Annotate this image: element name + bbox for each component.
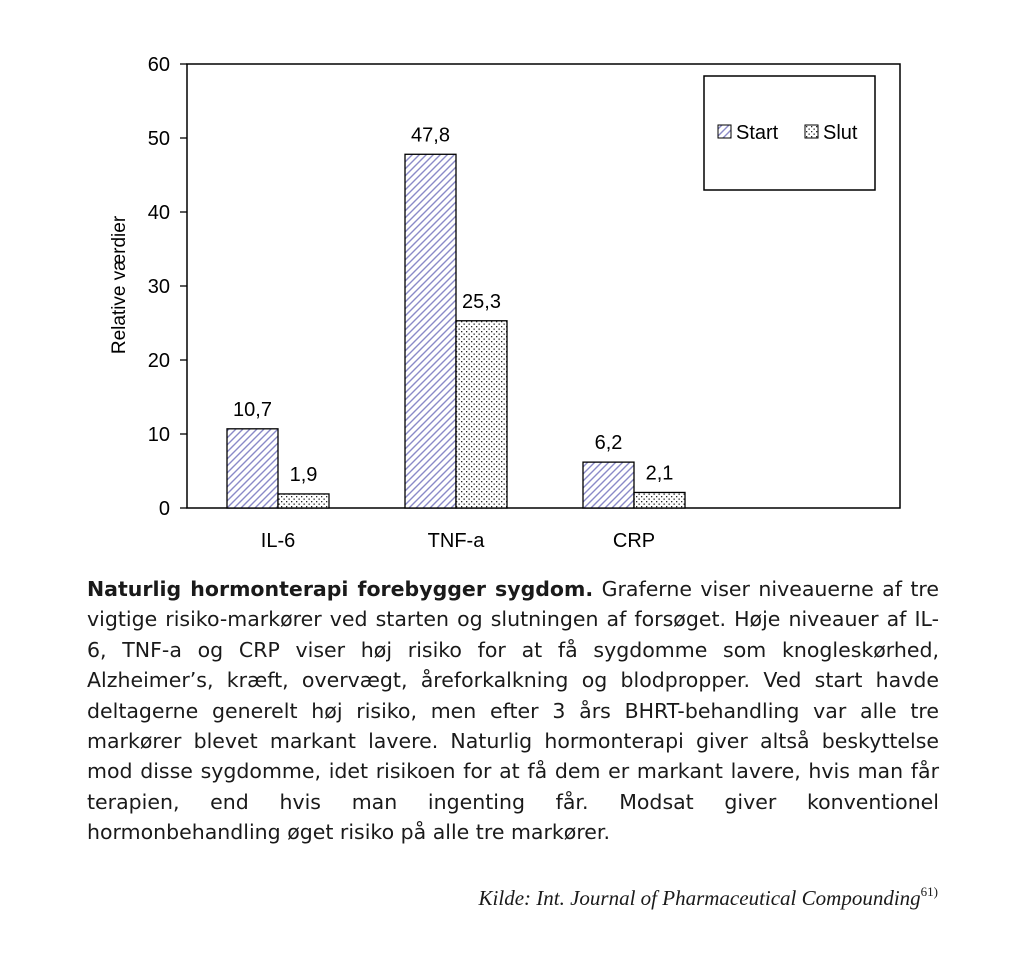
bar-slut-crp [634, 492, 685, 508]
bar-slut-tnf-a [456, 321, 507, 508]
y-tick-label: 30 [147, 276, 170, 298]
y-tick-label: 20 [147, 350, 170, 372]
source-reference: 61) [920, 884, 938, 899]
source-citation [479, 884, 938, 911]
x-tick-label: TNF-a [427, 530, 485, 552]
y-tick-label: 60 [147, 54, 170, 76]
caption-text: Graferne viser niveauerne af tre vigtige risiko-markører ved starten og slutningen af forsøget. Høje niveauer af IL-6, TNF-a og CRP viser høj risiko for at få sygdomme som knogleskørhed, Alzheimer’s, kræft, overvægt, åreforkalkning og blodpropper. Ved start havde deltagerne generelt høj risiko, men efter 3 års BHRT-behandling var alle tre markører blevet markant lavere. Naturlig hormonterapi giver altså beskyttelse mod disse sygdomme, idet risikoen for at få dem er markant lavere, hvis man får terapien, end hvis man ingenting får. Modsat giver konventionel hormonbehandling øget risiko på alle tre markører. [87, 577, 939, 845]
source-text: Kilde: Int. Journal of Pharmaceutical Compounding [478, 886, 921, 910]
bar-start-tnf-a [405, 154, 456, 508]
y-tick-label: 0 [158, 498, 170, 520]
x-tick-label: IL-6 [260, 530, 296, 552]
x-axis [261, 530, 655, 552]
bar-start-il-6 [227, 429, 278, 508]
bar-start-crp [583, 462, 634, 508]
data-label: 25,3 [462, 290, 501, 313]
legend-swatch-start [718, 125, 731, 138]
bar-slut-il-6 [278, 494, 329, 508]
legend [704, 76, 875, 190]
y-axis-label: Relative værdier [109, 215, 130, 355]
x-tick-label: CRP [612, 530, 656, 552]
data-label: 1,9 [289, 463, 318, 486]
caption-title: Naturlig hormonterapi forebygger sygdom. [87, 577, 594, 601]
data-label: 6,2 [594, 432, 623, 455]
y-tick-label: 10 [147, 424, 170, 446]
y-axis [148, 54, 187, 520]
y-tick-label: 40 [147, 202, 170, 224]
legend-label-start: Start [736, 122, 779, 144]
legend-swatch-slut [805, 125, 818, 138]
data-label: 47,8 [411, 124, 450, 147]
figure-caption [87, 574, 939, 848]
data-label: 10,7 [233, 398, 272, 421]
data-label: 2,1 [645, 462, 674, 485]
y-tick-label: 50 [147, 128, 170, 150]
legend-label-slut: Slut [823, 122, 858, 144]
